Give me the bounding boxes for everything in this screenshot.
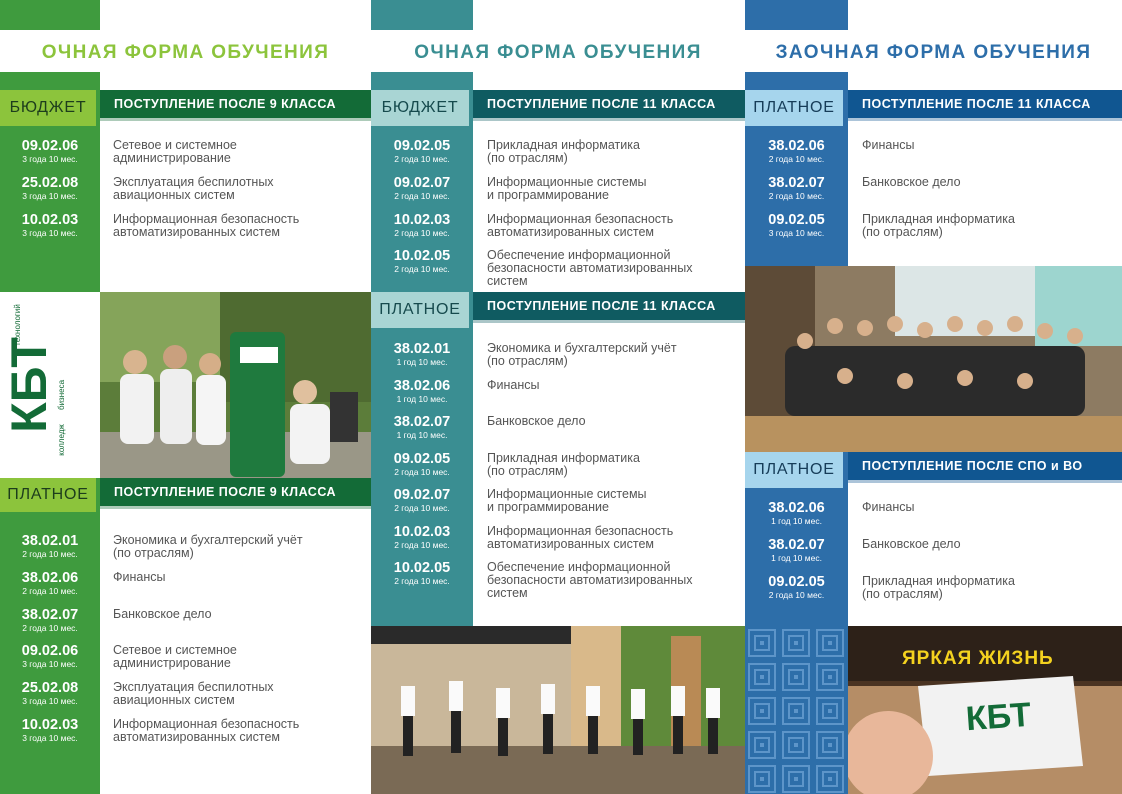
program-name: Экономика и бухгалтерский учёт (по отраслям) (113, 533, 303, 560)
program-code-block (371, 487, 473, 523)
program-duration: 2 года 10 мес. (394, 154, 450, 164)
program-code: 10.02.05 (393, 248, 451, 264)
col1-section1-header-line (100, 118, 371, 121)
program-duration: 3 года 10 мес. (768, 228, 825, 238)
program-name: Экономика и бухгалтерский учёт (по отраслям) (487, 341, 677, 368)
program-code-block (371, 341, 473, 377)
program-duration: 1 год 10 мес. (771, 553, 822, 563)
program-duration: 3 года 10 мес. (22, 154, 78, 164)
program-code-block (0, 212, 100, 248)
program-duration: 2 года 10 мес. (394, 467, 450, 477)
col2-section1-header: ПОСТУПЛЕНИЕ ПОСЛЕ 11 КЛАССА (473, 90, 745, 118)
program-code: 38.02.01 (393, 341, 451, 357)
program-name: Прикладная информатика (по отраслям) (862, 212, 1015, 239)
program-code-block (371, 414, 473, 450)
program-duration: 1 год 10 мес. (396, 357, 448, 367)
program-code: 09.02.05 (768, 574, 825, 590)
program-name: Прикладная информатика (по отраслям) (487, 138, 640, 165)
program-code: 38.02.07 (21, 607, 79, 623)
program-duration: 3 года 10 мес. (22, 191, 78, 201)
col3-title: ЗАОЧНАЯ ФОРМА ОБУЧЕНИЯ (775, 42, 1092, 63)
col1-badge-paid: ПЛАТНОЕ (0, 478, 96, 512)
program-code-block (0, 570, 100, 606)
program-name: Банковское дело (487, 414, 586, 428)
col1-badge-budget: БЮДЖЕТ (0, 90, 96, 126)
program-duration: 1 год 10 мес. (771, 516, 822, 526)
program-code: 38.02.06 (393, 378, 451, 394)
program-duration: 2 года 10 мес. (394, 264, 450, 274)
program-code: 10.02.03 (21, 212, 79, 228)
program-duration: 1 год 10 мес. (396, 430, 448, 440)
program-duration: 2 года 10 мес. (394, 228, 450, 238)
program-code: 09.02.07 (393, 487, 451, 503)
program-code: 25.02.08 (21, 680, 79, 696)
program-code-block (371, 451, 473, 487)
col3-badge-paid-2: ПЛАТНОЕ (745, 452, 843, 488)
col2-badge-paid: ПЛАТНОЕ (371, 292, 469, 328)
program-code-block (0, 175, 100, 211)
program-code-block (0, 717, 100, 753)
card-logo: КБТ (964, 695, 1033, 739)
program-duration: 3 года 10 мес. (22, 733, 78, 743)
col2-badge-budget: БЮДЖЕТ (371, 90, 469, 126)
program-code-block (371, 560, 473, 596)
photo-group-auditorium (745, 266, 1122, 452)
logo-panel (0, 292, 100, 478)
program-duration: 2 года 10 мес. (394, 191, 450, 201)
program-duration: 2 года 10 мес. (768, 154, 825, 164)
col1-section2-header: ПОСТУПЛЕНИЕ ПОСЛЕ 9 КЛАССА (100, 478, 371, 506)
logo-letters: КБТ (1, 337, 57, 433)
program-name: Финансы (862, 500, 915, 514)
program-code: 09.02.05 (393, 451, 451, 467)
program-code: 38.02.06 (768, 138, 825, 154)
col2-section2-header: ПОСТУПЛЕНИЕ ПОСЛЕ 11 КЛАССА (473, 292, 745, 320)
program-name: Финансы (113, 570, 166, 584)
program-duration: 3 года 10 мес. (22, 659, 78, 669)
program-name: Информационные системы и программирование (487, 487, 647, 514)
col3-section1-header-line (848, 118, 1122, 121)
program-name: Информационная безопасность автоматизированных систем (487, 212, 674, 239)
photo-bright-life (848, 626, 1122, 794)
ornament-pattern-icon (745, 626, 848, 794)
program-code: 38.02.07 (768, 175, 825, 191)
program-name: Информационная безопасность автоматизированных систем (113, 717, 300, 744)
col2-top-strip (371, 0, 473, 30)
program-name: Информационная безопасность автоматизированных систем (487, 524, 674, 551)
col2-section2-header-line (473, 320, 745, 323)
program-code: 10.02.05 (393, 560, 451, 576)
logo-word-mid: бизнеса (57, 379, 66, 411)
program-code-block (0, 607, 100, 643)
program-duration: 2 года 10 мес. (22, 623, 78, 633)
program-code-block (745, 500, 848, 536)
program-code-block (745, 574, 848, 610)
program-name: Обеспечение информационной безопасности автоматизированных систем (487, 248, 693, 288)
program-code-block (0, 138, 100, 174)
program-duration: 2 года 10 мес. (22, 549, 78, 559)
program-code-block (371, 212, 473, 248)
program-code-block (745, 175, 848, 211)
program-code: 09.02.06 (21, 138, 79, 154)
col1-title: ОЧНАЯ ФОРМА ОБУЧЕНИЯ (41, 42, 330, 63)
program-code-block (371, 524, 473, 560)
program-code: 10.02.03 (393, 212, 451, 228)
col3-top-strip (745, 0, 848, 30)
program-duration: 2 года 10 мес. (394, 503, 450, 513)
pattern-panel (745, 626, 848, 794)
program-code: 38.02.01 (21, 533, 79, 549)
program-code: 38.02.06 (21, 570, 79, 586)
col1-section1-header: ПОСТУПЛЕНИЕ ПОСЛЕ 9 КЛАССА (100, 90, 371, 118)
program-duration: 1 год 10 мес. (396, 394, 448, 404)
program-name: Эксплуатация беспилотных авиационных систем (113, 175, 274, 202)
program-code-block (745, 212, 848, 248)
col3-badge-paid-1: ПЛАТНОЕ (745, 90, 843, 126)
program-code: 10.02.03 (393, 524, 451, 540)
col1-section2-header-line (100, 506, 371, 509)
program-duration: 2 года 10 мес. (22, 586, 78, 596)
program-code: 10.02.03 (21, 717, 79, 733)
program-code-block (371, 378, 473, 414)
photo-dance-stage (371, 626, 745, 794)
program-code-block (371, 248, 473, 284)
photo-students-park (100, 292, 371, 478)
program-code-block (745, 537, 848, 573)
program-code: 09.02.05 (768, 212, 825, 228)
program-name: Эксплуатация беспилотных авиационных систем (113, 680, 274, 707)
program-name: Обеспечение информационной безопасности автоматизированных систем (487, 560, 693, 600)
col3-section2-header-line (848, 480, 1122, 483)
sign-text: ЯРКАЯ ЖИЗНЬ (902, 648, 1054, 669)
program-duration: 3 года 10 мес. (22, 696, 78, 706)
program-name: Сетевое и системное администрирование (113, 643, 237, 670)
program-duration: 2 года 10 мес. (394, 576, 450, 586)
program-name: Финансы (862, 138, 915, 152)
program-name: Прикладная информатика (по отраслям) (487, 451, 640, 478)
logo-word-top: технологий (13, 304, 22, 346)
program-name: Банковское дело (862, 175, 961, 189)
program-name: Банковское дело (862, 537, 961, 551)
program-duration: 2 года 10 мес. (768, 590, 825, 600)
program-name: Сетевое и системное администрирование (113, 138, 237, 165)
col1-top-strip (0, 0, 100, 30)
col3-section1-header: ПОСТУПЛЕНИЕ ПОСЛЕ 11 КЛАССА (848, 90, 1122, 118)
program-code-block (0, 643, 100, 679)
program-name: Информационная безопасность автоматизированных систем (113, 212, 300, 239)
program-code: 09.02.05 (393, 138, 451, 154)
program-code-block (371, 138, 473, 174)
program-code: 09.02.06 (21, 643, 79, 659)
logo-word-bot: колледж (57, 424, 66, 456)
program-name: Информационные системы и программирование (487, 175, 647, 202)
program-code: 38.02.06 (768, 500, 825, 516)
program-code: 09.02.07 (393, 175, 451, 191)
program-duration: 2 года 10 мес. (768, 191, 825, 201)
program-code-block (371, 175, 473, 211)
col2-section1-header-line (473, 118, 745, 121)
program-duration: 2 года 10 мес. (394, 540, 450, 550)
program-code: 38.02.07 (768, 537, 825, 553)
program-name: Финансы (487, 378, 540, 392)
program-code-block (0, 680, 100, 716)
program-name: Прикладная информатика (по отраслям) (862, 574, 1015, 601)
program-name: Банковское дело (113, 607, 212, 621)
col3-section2-header: ПОСТУПЛЕНИЕ ПОСЛЕ СПО и ВО (848, 452, 1122, 480)
program-code-block (745, 138, 848, 174)
program-duration: 3 года 10 мес. (22, 228, 78, 238)
col2-title: ОЧНАЯ ФОРМА ОБУЧЕНИЯ (414, 42, 702, 63)
program-code: 38.02.07 (393, 414, 451, 430)
program-code: 25.02.08 (21, 175, 79, 191)
kbt-logo-icon (0, 292, 100, 478)
program-code-block (0, 533, 100, 569)
